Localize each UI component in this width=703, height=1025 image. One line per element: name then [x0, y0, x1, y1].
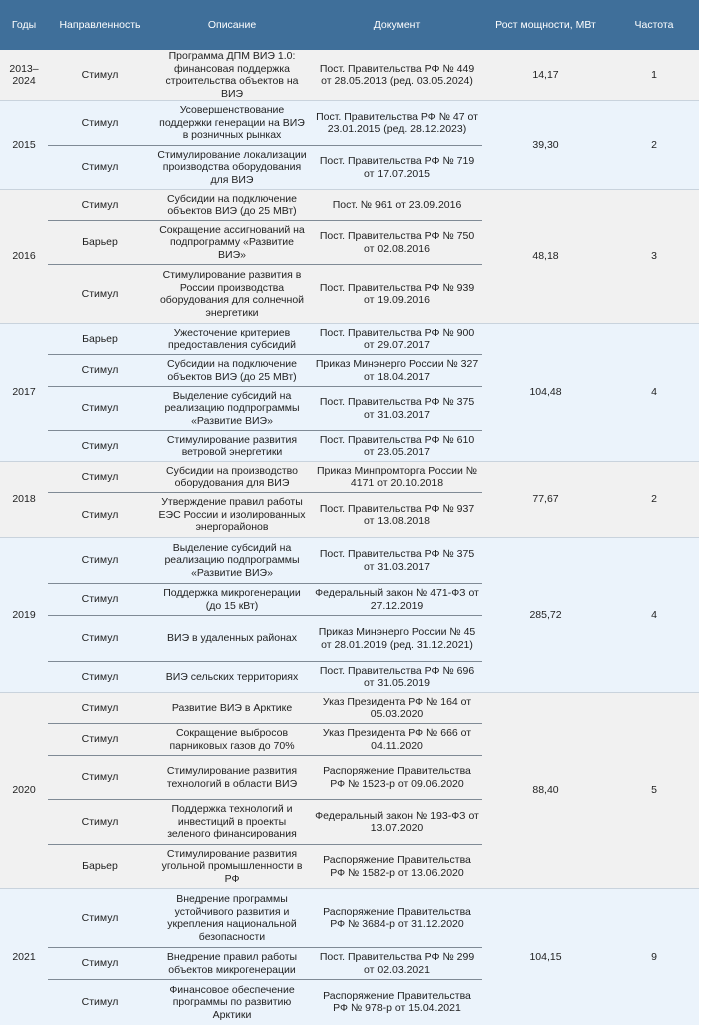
year-group [0, 101, 699, 190]
direction-cell: Барьер [48, 221, 152, 265]
document-cell: Пост. Правительства РФ № 375 от 31.03.2017 [312, 387, 482, 431]
year-group [0, 889, 699, 1025]
year-cell: 2015 [0, 101, 48, 190]
direction-cell: Стимул [48, 616, 152, 662]
document-cell: Федеральный закон № 193-ФЗ от 13.07.2020 [312, 800, 482, 845]
description-cell: Усовершенствование поддержки генерации на ВИЭ в розничных рынках [152, 101, 312, 146]
header-direction: Направленность [48, 0, 152, 50]
description-cell: Внедрение программы устойчивого развития и укрепления национальной безопасности [152, 889, 312, 948]
header-years: Годы [0, 0, 48, 50]
growth-cell: 77,67 [482, 462, 609, 538]
year-group [0, 190, 699, 324]
description-cell: Поддержка микрогенерации (до 15 кВт) [152, 584, 312, 616]
direction-cell: Стимул [48, 101, 152, 146]
direction-cell: Стимул [48, 948, 152, 980]
table-row [0, 101, 699, 146]
description-cell: Программа ДПМ ВИЭ 1.0: финансовая поддержка строительства объектов на ВИЭ [152, 50, 312, 101]
document-cell: Указ Президента РФ № 164 от 05.03.2020 [312, 693, 482, 724]
document-cell: Указ Президента РФ № 666 от 04.11.2020 [312, 724, 482, 756]
document-cell: Приказ Минпромторга России № 4171 от 20.10.2018 [312, 462, 482, 493]
document-cell: Распоряжение Правительства РФ № 1523-р от 09.06.2020 [312, 756, 482, 800]
direction-cell: Стимул [48, 980, 152, 1025]
direction-cell: Стимул [48, 50, 152, 101]
frequency-cell: 4 [609, 324, 699, 462]
document-cell: Пост. Правительства РФ № 375 от 31.03.2017 [312, 538, 482, 584]
year-cell: 2017 [0, 324, 48, 462]
description-cell: Ужесточение критериев предоставления субсидий [152, 324, 312, 355]
direction-cell: Стимул [48, 493, 152, 538]
description-cell: ВИЭ в удаленных районах [152, 616, 312, 662]
frequency-cell: 3 [609, 190, 699, 324]
header-row [0, 0, 699, 50]
direction-cell: Барьер [48, 324, 152, 355]
description-cell: Субсидии на производство оборудования для ВИЭ [152, 462, 312, 493]
direction-cell: Стимул [48, 584, 152, 616]
header-frequency: Частота [609, 0, 699, 50]
description-cell: ВИЭ сельских территориях [152, 662, 312, 693]
description-cell: Развитие ВИЭ в Арктике [152, 693, 312, 724]
direction-cell: Стимул [48, 756, 152, 800]
frequency-cell: 1 [609, 50, 699, 101]
direction-cell: Стимул [48, 724, 152, 756]
document-cell: Пост. № 961 от 23.09.2016 [312, 190, 482, 221]
growth-cell: 39,30 [482, 101, 609, 190]
direction-cell: Стимул [48, 800, 152, 845]
direction-cell: Стимул [48, 355, 152, 387]
direction-cell: Стимул [48, 662, 152, 693]
year-cell: 2021 [0, 889, 48, 1025]
description-cell: Стимулирование развития угольной промышленности в РФ [152, 845, 312, 889]
document-cell: Пост. Правительства РФ № 449 от 28.05.2013 (ред. 03.05.2024) [312, 50, 482, 101]
growth-cell: 104,15 [482, 889, 609, 1025]
direction-cell: Стимул [48, 462, 152, 493]
description-cell: Субсидии на подключение объектов ВИЭ (до 25 МВт) [152, 355, 312, 387]
document-cell: Пост. Правительства РФ № 299 от 02.03.2021 [312, 948, 482, 980]
description-cell: Стимулирование развития ветровой энергетики [152, 431, 312, 462]
document-cell: Федеральный закон № 471-ФЗ от 27.12.2019 [312, 584, 482, 616]
document-cell: Пост. Правительства РФ № 47 от 23.01.2015 (ред. 28.12.2023) [312, 101, 482, 146]
frequency-cell: 2 [609, 462, 699, 538]
table-row [0, 324, 699, 355]
header-description: Описание [152, 0, 312, 50]
year-cell: 2016 [0, 190, 48, 324]
year-cell: 2019 [0, 538, 48, 693]
growth-cell: 14,17 [482, 50, 609, 101]
direction-cell: Стимул [48, 387, 152, 431]
description-cell: Внедрение правил работы объектов микрогенерации [152, 948, 312, 980]
year-cell: 2018 [0, 462, 48, 538]
description-cell: Сокращение ассигнований на подпрограмму «Развитие ВИЭ» [152, 221, 312, 265]
document-cell: Распоряжение Правительства РФ № 1582-р от 13.06.2020 [312, 845, 482, 889]
direction-cell: Стимул [48, 693, 152, 724]
description-cell: Сокращение выбросов парниковых газов до 70% [152, 724, 312, 756]
growth-cell: 88,40 [482, 693, 609, 889]
description-cell: Выделение субсидий на реализацию подпрограммы «Развитие ВИЭ» [152, 538, 312, 584]
document-cell: Распоряжение Правительства РФ № 978-р от 15.04.2021 [312, 980, 482, 1025]
header-document: Документ [312, 0, 482, 50]
year-cell: 2020 [0, 693, 48, 889]
document-cell: Пост. Правительства РФ № 610 от 23.05.2017 [312, 431, 482, 462]
description-cell: Выделение субсидий на реализацию подпрограммы «Развитие ВИЭ» [152, 387, 312, 431]
direction-cell: Стимул [48, 538, 152, 584]
document-cell: Пост. Правительства РФ № 750 от 02.08.2016 [312, 221, 482, 265]
growth-cell: 104,48 [482, 324, 609, 462]
direction-cell: Стимул [48, 190, 152, 221]
description-cell: Утверждение правил работы ЕЭС России и изолированных энергорайонов [152, 493, 312, 538]
year-group [0, 50, 699, 101]
table-header [0, 0, 699, 50]
table-row [0, 50, 699, 101]
direction-cell: Стимул [48, 889, 152, 948]
table-row [0, 889, 699, 948]
document-cell: Приказ Минэнерго России № 327 от 18.04.2017 [312, 355, 482, 387]
direction-cell: Барьер [48, 845, 152, 889]
growth-cell: 285,72 [482, 538, 609, 693]
document-cell: Пост. Правительства РФ № 696 от 31.05.2019 [312, 662, 482, 693]
description-cell: Поддержка технологий и инвестиций в проекты зеленого финансирования [152, 800, 312, 845]
document-cell: Пост. Правительства РФ № 719 от 17.07.2015 [312, 146, 482, 190]
frequency-cell: 2 [609, 101, 699, 190]
year-group [0, 462, 699, 538]
document-cell: Распоряжение Правительства РФ № 3684-р от 31.12.2020 [312, 889, 482, 948]
frequency-cell: 4 [609, 538, 699, 693]
frequency-cell: 5 [609, 693, 699, 889]
table-row [0, 693, 699, 724]
year-cell: 2013–2024 [0, 50, 48, 101]
year-group [0, 538, 699, 693]
growth-cell: 48,18 [482, 190, 609, 324]
year-group [0, 324, 699, 462]
document-cell: Приказ Минэнерго России № 45 от 28.01.2019 (ред. 31.12.2021) [312, 616, 482, 662]
description-cell: Финансовое обеспечение программы по развитию Арктики [152, 980, 312, 1025]
table-row [0, 190, 699, 221]
year-group [0, 693, 699, 889]
description-cell: Субсидии на подключение объектов ВИЭ (до 25 МВт) [152, 190, 312, 221]
document-cell: Пост. Правительства РФ № 937 от 13.08.2018 [312, 493, 482, 538]
description-cell: Стимулирование локализации производства оборудования для ВИЭ [152, 146, 312, 190]
description-cell: Стимулирование развития технологий в области ВИЭ [152, 756, 312, 800]
table-row [0, 462, 699, 493]
frequency-cell: 9 [609, 889, 699, 1025]
direction-cell: Стимул [48, 265, 152, 324]
direction-cell: Стимул [48, 146, 152, 190]
document-cell: Пост. Правительства РФ № 900 от 29.07.2017 [312, 324, 482, 355]
table-row [0, 538, 699, 584]
document-cell: Пост. Правительства РФ № 939 от 19.09.2016 [312, 265, 482, 324]
header-growth: Рост мощности, МВт [482, 0, 609, 50]
description-cell: Стимулирование развития в России производства оборудования для солнечной энергетики [152, 265, 312, 324]
direction-cell: Стимул [48, 431, 152, 462]
